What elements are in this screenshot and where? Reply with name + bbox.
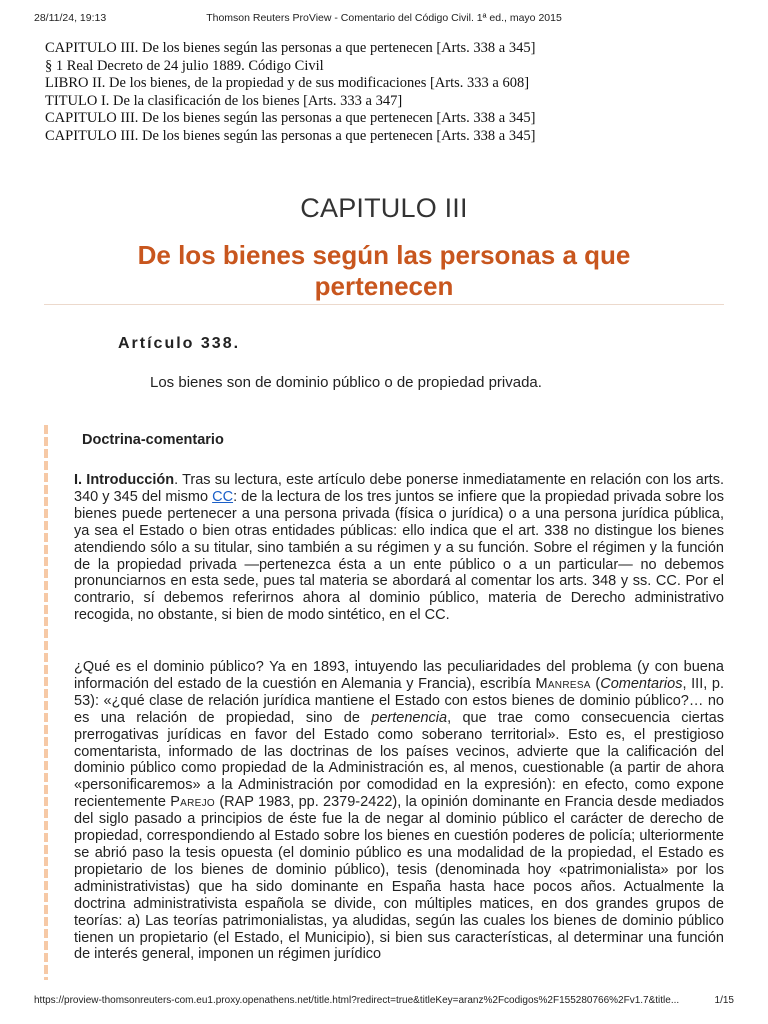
article-text: Los bienes son de dominio público o de propiedad privada. — [150, 374, 542, 391]
work-title: Comentarios — [600, 675, 683, 692]
breadcrumb-item[interactable]: § 1 Real Decreto de 24 julio 1889. Código Civil — [45, 57, 324, 74]
breadcrumb-item[interactable]: CAPITULO III. De los bienes según las personas a que pertenecen [Arts. 338 a 345] — [45, 110, 536, 126]
paragraph-text: (RAP 1983, pp. 2379-2422), la opinión dominante en Francia desde mediados del siglo pasado a principios de éste fue la de negar al dominio público el carácter de derecho de propiedad, correspondiendo al Estado sobre los bienes en cuestión poderes de policía; ulteriormente se abrió paso la tesis opuesta (el dominio público es una modalidad de la propiedad, el Estado es propietario de los bienes de dominio público), tesis (denominada hoy «patrimonialista» por los administrativistas) que ha sido dominante en España hasta hace pocos años. Actualmente la doctrina administrativista española se divide, con múltiples matices, en dos grandes grupos de teorías: a) Las teorías patrimonialistas, ya aludidas, según las cuales los bienes de dominio público tienen un propietario (el Estado, el Municipio), si bien sus características, al determinar una función de interés general, imponen un régimen jurídico — [74, 794, 724, 963]
paragraph-text: ( — [590, 675, 601, 692]
cc-link[interactable]: CC — [212, 488, 234, 505]
author-name: Manresa — [535, 675, 591, 692]
article-heading: Artículo 338. — [118, 335, 241, 352]
doctrine-paragraph — [74, 659, 724, 963]
paragraph-text: , III, p. 53): «¿qué clase de relación jurídica mantiene el Estado con estos bienes de dominio público?… no es una relación de propiedad, sino de — [74, 675, 724, 726]
print-title: Thomson Reuters ProView - Comentario del Código Civil. 1ª ed., mayo 2015 — [206, 12, 562, 24]
section-lead: I. Introducción — [74, 472, 175, 488]
breadcrumb-item[interactable]: TITULO I. De la clasificación de los bienes [Arts. 333 a 347] — [45, 92, 403, 109]
print-url: https://proview-thomsonreuters-com.eu1.proxy.openathens.net/title.html?redirect=true&titleKey=aranz%2Fcodigos%2F155280766%2Fv1.7&title... — [34, 995, 680, 1006]
breadcrumb-item[interactable]: CAPITULO III. De los bienes según las personas a que pertenecen [Arts. 338 a 345] — [45, 40, 536, 56]
paragraph-text: , que trae como consecuencia ciertas prerrogativas jurídicas en favor del Estado como soberano territorial». Esto es, el prestigioso comentarista, informado de las doctrinas de los países vecinos, advierte que la calificación del dominio público como propiedad de la Administración es, al menos, cuestionable (a partir de ahora «personificaremos» a la Administración por comodidad en la expresión): en efecto, como expone recientemente — [74, 709, 724, 811]
chapter-subtitle: De los bienes según las personas a que pertenecen — [137, 240, 631, 301]
print-datetime: 28/11/24, 19:13 — [34, 12, 107, 24]
breadcrumb — [45, 40, 728, 145]
doctrine-margin-bar — [44, 425, 48, 980]
paragraph-text: . Tras su lectura, este artículo debe ponerse inmediatamente en relación con los arts. 340 y 345 del mismo — [74, 472, 724, 505]
title-divider — [44, 304, 724, 305]
doctrine-paragraph — [74, 472, 724, 624]
print-header — [34, 12, 734, 26]
author-name: Parejo — [170, 794, 216, 811]
print-footer — [34, 995, 734, 1009]
emphasis-term: pertenencia — [371, 709, 448, 726]
breadcrumb-item[interactable]: LIBRO II. De los bienes, de la propiedad y de sus modificaciones [Arts. 333 a 608] — [45, 75, 530, 91]
chapter-title: CAPITULO III — [300, 193, 468, 223]
paragraph-text: : de la lectura de los tres juntos se infiere que la propiedad privada sobre los bienes puede pertenecer a una persona privada (física o jurídica) o a una persona jurídica pública, ya sea el Estado o bien otras entidades públicas: ello indica que el art. 338 no distingue los bienes atendiendo sólo a su titular, sino también a su régimen y a su función. Sobre el régimen y la función de la propiedad privada —pertenezca ésta a un ente público o a un particular— no debemos pronunciarnos en esta sede, pues tal materia se abordará al comentar los arts. 348 y ss. CC. Por el contrario, sí debemos referirnos ahora al dominio público, materia de Derecho administrativo recogida, no obstante, si bien de modo sintético, en el CC. — [74, 488, 724, 624]
page-number: 1/15 — [714, 995, 734, 1006]
doctrine-heading: Doctrina-comentario — [82, 432, 224, 448]
breadcrumb-item[interactable]: CAPITULO III. De los bienes según las personas a que pertenecen [Arts. 338 a 345] — [45, 127, 536, 144]
paragraph-text: ¿Qué es el dominio público? Ya en 1893, intuyendo las peculiaridades del problema (y con buena información del estado de la cuestión en Alemania y Francia), escribía — [74, 659, 724, 692]
